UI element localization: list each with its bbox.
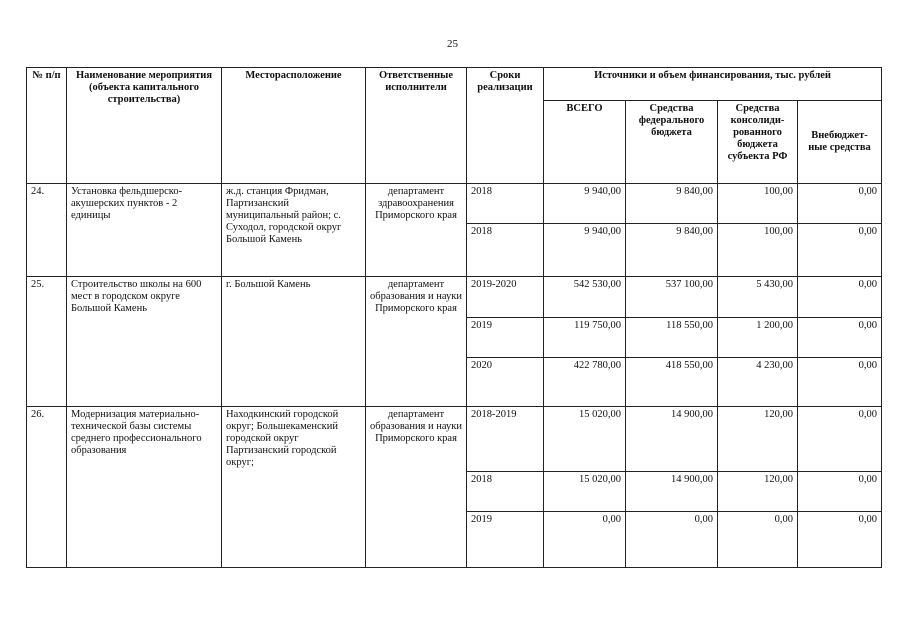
period-extra: 0,00 <box>798 472 882 512</box>
header-funding: Источники и объем финансирования, тыс. рублей <box>544 68 882 101</box>
period-total: 15 020,00 <box>544 472 626 512</box>
header-extra: Внебюджет-ные средства <box>798 101 882 184</box>
period-year: 2020 <box>467 358 544 407</box>
period-extra: 0,00 <box>798 407 882 472</box>
period-regional: 100,00 <box>718 184 798 224</box>
period-extra: 0,00 <box>798 184 882 224</box>
period-extra: 0,00 <box>798 277 882 318</box>
row-location: Находкинский городской округ; Большекаменский городской округ Партизанский городской округ; <box>222 407 366 568</box>
period-regional: 100,00 <box>718 224 798 277</box>
period-total: 422 780,00 <box>544 358 626 407</box>
period-federal: 9 840,00 <box>626 224 718 277</box>
row-num: 26. <box>27 407 67 568</box>
header-responsible: Ответственные исполнители <box>366 68 467 184</box>
period-year: 2019-2020 <box>467 277 544 318</box>
period-extra: 0,00 <box>798 318 882 358</box>
period-federal: 14 900,00 <box>626 472 718 512</box>
header-regional: Средства консолиди-рованного бюджета субъекта РФ <box>718 101 798 184</box>
period-total: 9 940,00 <box>544 184 626 224</box>
period-year: 2018 <box>467 224 544 277</box>
row-num: 25. <box>27 277 67 407</box>
period-total: 9 940,00 <box>544 224 626 277</box>
row-responsible: департамент образования и науки Приморского края <box>366 277 467 407</box>
row-location: г. Большой Камень <box>222 277 366 407</box>
period-federal: 118 550,00 <box>626 318 718 358</box>
period-regional: 0,00 <box>718 512 798 568</box>
page-number: 25 <box>447 38 458 50</box>
period-extra: 0,00 <box>798 224 882 277</box>
row-name: Строительство школы на 600 мест в городском округе Большой Камень <box>67 277 222 407</box>
row-name: Установка фельдшерско-акушерских пунктов - 2 единицы <box>67 184 222 277</box>
period-year: 2018-2019 <box>467 407 544 472</box>
row-location: ж.д. станция Фридман, Партизанский муниципальный район; с. Суходол, городской округ Большой Камень <box>222 184 366 277</box>
period-total: 0,00 <box>544 512 626 568</box>
period-year: 2019 <box>467 318 544 358</box>
period-federal: 418 550,00 <box>626 358 718 407</box>
period-federal: 0,00 <box>626 512 718 568</box>
financing-table <box>26 67 882 568</box>
period-regional: 120,00 <box>718 472 798 512</box>
period-total: 15 020,00 <box>544 407 626 472</box>
row-responsible: департамент образования и науки Приморского края <box>366 407 467 568</box>
row-num: 24. <box>27 184 67 277</box>
period-federal: 537 100,00 <box>626 277 718 318</box>
period-regional: 1 200,00 <box>718 318 798 358</box>
row-responsible: департамент здравоохранения Приморского края <box>366 184 467 277</box>
period-extra: 0,00 <box>798 512 882 568</box>
row-name: Модернизация материально-технической базы системы среднего профессионального образования <box>67 407 222 568</box>
table-row <box>27 277 882 318</box>
header-terms: Сроки реализации <box>467 68 544 184</box>
header-location: Месторасположение <box>222 68 366 184</box>
table-row <box>27 407 882 472</box>
period-federal: 9 840,00 <box>626 184 718 224</box>
period-federal: 14 900,00 <box>626 407 718 472</box>
table-row <box>27 184 882 224</box>
period-total: 119 750,00 <box>544 318 626 358</box>
period-year: 2018 <box>467 184 544 224</box>
header-total: ВСЕГО <box>544 101 626 184</box>
header-name: Наименование мероприятия (объекта капитального строительства) <box>67 68 222 184</box>
period-total: 542 530,00 <box>544 277 626 318</box>
period-regional: 120,00 <box>718 407 798 472</box>
header-num: № п/п <box>27 68 67 184</box>
period-extra: 0,00 <box>798 358 882 407</box>
header-federal: Средства федерального бюджета <box>626 101 718 184</box>
period-year: 2018 <box>467 472 544 512</box>
period-regional: 4 230,00 <box>718 358 798 407</box>
period-year: 2019 <box>467 512 544 568</box>
period-regional: 5 430,00 <box>718 277 798 318</box>
